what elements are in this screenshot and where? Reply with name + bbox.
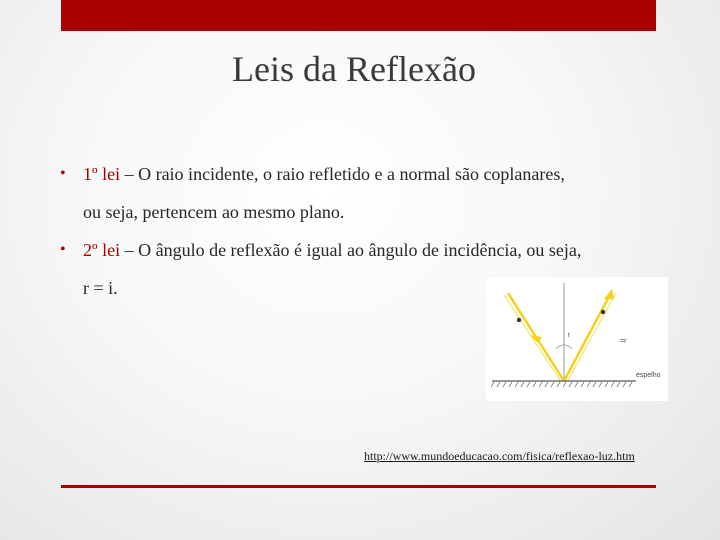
source-link[interactable]: http://www.mundoeducacao.com/fisica/reflexao-luz.htm [364,449,635,463]
reflection-diagram-svg [486,277,668,401]
law-1-text: – O raio incidente, o raio refletido e a normal são coplanares, [120,164,565,184]
angle-equal-label: =r [620,338,627,345]
law-1-continuation: ou seja, pertencem ao mesmo plano. [83,202,345,222]
incident-point-marker [517,318,521,322]
top-accent-bar [61,0,656,31]
bottom-accent-line [61,485,656,488]
reflection-angle-arc [564,345,572,349]
law-1-name: 1º lei [83,164,121,184]
law-2-name: 2º lei [83,240,121,260]
law-2-continuation: r = i. [83,278,118,298]
reflection-diagram [486,277,668,401]
incidence-angle-arc [556,345,564,349]
reflected-ray [564,291,612,381]
law-2-text: – O ângulo de reflexão é igual ao ângulo de incidência, ou seja, [120,240,582,260]
angle-r-label: r [568,332,571,339]
bullet-law-1 [60,155,660,231]
incident-ray-shade [504,295,560,380]
mirror-label: espelho [636,372,661,379]
slide-title: Leis da Reflexão [232,49,476,89]
bullet-dot-icon: • [60,241,66,258]
reflected-arrow-icon [604,289,614,299]
bullet-dot-icon: • [60,165,66,182]
reflected-ray-shade [568,293,616,380]
mirror-hatching [491,382,632,387]
reflected-point-marker [601,310,605,314]
